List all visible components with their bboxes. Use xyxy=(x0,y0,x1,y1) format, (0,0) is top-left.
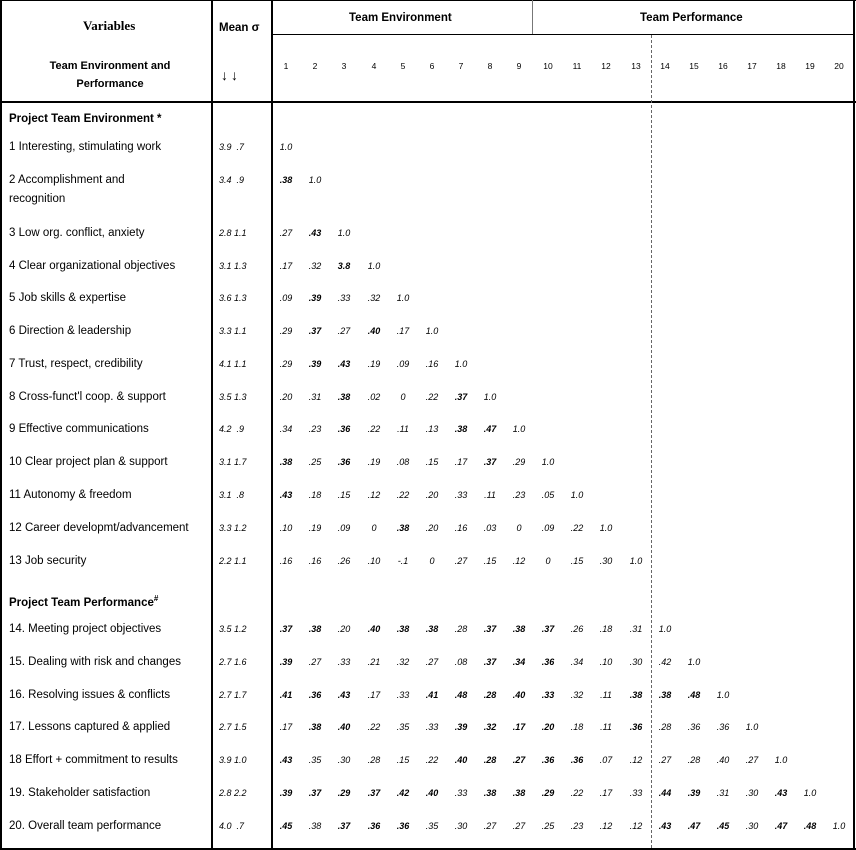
row-label: 15. Dealing with risk and changes xyxy=(9,656,181,668)
correlation-cell: .29 xyxy=(279,326,293,336)
correlation-cell: .41 xyxy=(425,690,439,700)
column-number-10: 10 xyxy=(543,61,553,71)
row-label: 4 Clear organizational objectives xyxy=(9,260,176,272)
section-perf-text: Project Team Performance xyxy=(9,596,154,609)
correlation-cell: .32 xyxy=(396,657,410,667)
row-label: 7 Trust, respect, credibility xyxy=(9,358,143,370)
column-number-12: 12 xyxy=(601,61,611,71)
correlation-cell: .43 xyxy=(774,788,788,798)
correlation-cell: .36 xyxy=(541,657,555,667)
correlation-cell: .28 xyxy=(454,624,468,634)
row-label: 18 Effort + commitment to results xyxy=(9,754,178,766)
correlation-cell: .29 xyxy=(279,359,293,369)
section-env-label: Project Team Environment * xyxy=(9,113,162,125)
column-number-9: 9 xyxy=(516,61,522,71)
correlation-cell: .34 xyxy=(570,657,584,667)
row-mean-sigma: 2.7 1.7 xyxy=(219,690,247,700)
correlation-cell: .19 xyxy=(367,457,381,467)
column-number-5: 5 xyxy=(400,61,406,71)
correlation-cell: .38 xyxy=(454,424,468,434)
correlation-cell: .27 xyxy=(425,657,439,667)
correlation-cell: .18 xyxy=(599,624,613,634)
group-team-performance: Team Performance xyxy=(640,12,743,24)
correlation-cell: .19 xyxy=(367,359,381,369)
correlation-cell: .39 xyxy=(308,359,322,369)
column-number-11: 11 xyxy=(572,61,582,71)
column-number-6: 6 xyxy=(429,61,435,71)
correlation-cell: .35 xyxy=(396,722,410,732)
correlation-cell: .27 xyxy=(512,755,526,765)
correlation-cell: .43 xyxy=(658,821,672,831)
correlation-cell: 1.0 xyxy=(629,556,643,566)
correlation-cell: .15 xyxy=(483,556,497,566)
row-mean-sigma: 3.4 .9 xyxy=(219,175,245,185)
correlation-cell: 1.0 xyxy=(367,261,381,271)
correlation-cell: .43 xyxy=(279,755,293,765)
correlation-cell: .37 xyxy=(337,821,351,831)
correlation-cell: .22 xyxy=(367,722,381,732)
correlation-cell: .43 xyxy=(337,690,351,700)
row-label: 14. Meeting project objectives xyxy=(9,623,162,635)
correlation-cell: .41 xyxy=(279,690,293,700)
correlation-cell: .35 xyxy=(425,821,439,831)
down-arrows-icon: ↓↓ xyxy=(221,67,241,83)
header-rule-bottom xyxy=(0,101,856,103)
correlation-cell: .36 xyxy=(337,457,351,467)
correlation-cell: .33 xyxy=(396,690,410,700)
column-number-17: 17 xyxy=(747,61,757,71)
row-mean-sigma: 3.9 .7 xyxy=(219,142,245,152)
column-number-13: 13 xyxy=(631,61,641,71)
col-divider-mean xyxy=(211,0,213,850)
correlation-cell: .21 xyxy=(367,657,381,667)
correlation-cell: 0 xyxy=(400,392,406,402)
correlation-cell: 1.0 xyxy=(658,624,672,634)
section-perf-mark: # xyxy=(153,594,159,603)
correlation-cell: .23 xyxy=(512,490,526,500)
row-mean-sigma: 3.3 1.2 xyxy=(219,523,247,533)
row-label: 12 Career developmt/advancement xyxy=(9,522,189,534)
correlation-cell: 1.0 xyxy=(279,142,293,152)
correlation-cell: .48 xyxy=(687,690,701,700)
correlation-cell: .16 xyxy=(425,359,439,369)
correlation-cell: -.1 xyxy=(397,556,409,566)
correlation-cell: .25 xyxy=(308,457,322,467)
correlation-cell: .27 xyxy=(279,228,293,238)
correlation-cell: .38 xyxy=(279,457,293,467)
column-number-19: 19 xyxy=(805,61,815,71)
correlation-cell: .40 xyxy=(337,722,351,732)
correlation-cell: .22 xyxy=(396,490,410,500)
correlation-cell: .38 xyxy=(512,624,526,634)
correlation-cell: 1.0 xyxy=(541,457,555,467)
correlation-cell: .30 xyxy=(745,788,759,798)
subtitle-line-1: Team Environment and xyxy=(49,60,171,72)
correlation-cell: .37 xyxy=(483,657,497,667)
correlation-cell: .48 xyxy=(454,690,468,700)
correlation-cell: .03 xyxy=(483,523,497,533)
correlation-cell: .40 xyxy=(425,788,439,798)
row-mean-sigma: 3.1 1.7 xyxy=(219,457,247,467)
correlation-cell: .20 xyxy=(425,523,439,533)
correlation-cell: .29 xyxy=(337,788,351,798)
header-rule-group xyxy=(271,34,855,35)
correlation-cell: 0 xyxy=(429,556,435,566)
table-subtitle xyxy=(10,57,210,93)
correlation-cell: .38 xyxy=(396,624,410,634)
correlation-cell: .34 xyxy=(279,424,293,434)
correlation-cell: .12 xyxy=(367,490,381,500)
correlation-cell: .11 xyxy=(600,690,612,700)
correlation-cell: .42 xyxy=(396,788,410,798)
variables-header: Variables xyxy=(83,18,136,33)
correlation-cell: .43 xyxy=(308,228,322,238)
column-number-4: 4 xyxy=(371,61,377,71)
correlation-cell: 1.0 xyxy=(716,690,730,700)
correlation-cell: .45 xyxy=(716,821,730,831)
correlation-cell: .33 xyxy=(541,690,555,700)
correlation-cell: .38 xyxy=(483,788,497,798)
correlation-cell: .36 xyxy=(629,722,643,732)
correlation-cell: .28 xyxy=(483,755,497,765)
correlation-cell: .29 xyxy=(512,457,526,467)
row-mean-sigma: 4.2 .9 xyxy=(219,424,245,434)
correlation-cell: 1.0 xyxy=(687,657,701,667)
correlation-cell: .22 xyxy=(425,755,439,765)
correlation-cell: 1.0 xyxy=(803,788,817,798)
correlation-cell: 1.0 xyxy=(483,392,497,402)
correlation-cell: .38 xyxy=(308,624,322,634)
correlation-cell: .39 xyxy=(687,788,701,798)
correlation-cell: .26 xyxy=(337,556,351,566)
header-rule-top xyxy=(0,0,856,1)
group-team-environment: Team Environment xyxy=(349,12,452,24)
correlation-cell: .22 xyxy=(367,424,381,434)
correlation-cell: .23 xyxy=(308,424,322,434)
row-label: 13 Job security xyxy=(9,555,87,567)
correlation-cell: .38 xyxy=(658,690,672,700)
row-mean-sigma: 2.7 1.5 xyxy=(219,722,247,732)
correlation-cell: .39 xyxy=(279,788,293,798)
correlation-cell: .36 xyxy=(396,821,410,831)
correlation-cell: .39 xyxy=(454,722,468,732)
column-number-20: 20 xyxy=(834,61,844,71)
subtitle-line-2: Performance xyxy=(76,78,144,90)
row-label: 16. Resolving issues & conflicts xyxy=(9,689,171,701)
correlation-cell: .08 xyxy=(396,457,410,467)
correlation-cell: .38 xyxy=(425,624,439,634)
correlation-cell: 1.0 xyxy=(832,821,846,831)
correlation-cell: .19 xyxy=(308,523,322,533)
correlation-cell: .31 xyxy=(629,624,643,634)
correlation-cell: 3.8 xyxy=(337,261,351,271)
correlation-cell: .47 xyxy=(687,821,701,831)
correlation-cell: .30 xyxy=(454,821,468,831)
column-number-7: 7 xyxy=(458,61,464,71)
correlation-cell: .39 xyxy=(279,657,293,667)
correlation-cell: .37 xyxy=(541,624,555,634)
correlation-cell: .37 xyxy=(483,624,497,634)
correlation-cell: .36 xyxy=(687,722,701,732)
row-label: 1 Interesting, stimulating work xyxy=(9,141,162,153)
correlation-cell: .33 xyxy=(337,293,351,303)
row-mean-sigma: 3.6 1.3 xyxy=(219,293,247,303)
correlation-cell: .37 xyxy=(279,624,293,634)
correlation-cell: .12 xyxy=(599,821,613,831)
column-number-8: 8 xyxy=(487,61,493,71)
correlation-cell: .15 xyxy=(570,556,584,566)
correlation-cell: .38 xyxy=(337,392,351,402)
correlation-cell: .20 xyxy=(279,392,293,402)
correlation-cell: .36 xyxy=(367,821,381,831)
correlation-cell: .38 xyxy=(629,690,643,700)
correlation-cell: .33 xyxy=(629,788,643,798)
correlation-cell: .02 xyxy=(367,392,381,402)
correlation-cell: .27 xyxy=(512,821,526,831)
correlation-cell: .47 xyxy=(774,821,788,831)
correlation-cell: .43 xyxy=(279,490,293,500)
correlation-cell: .17 xyxy=(454,457,468,467)
row-label: 19. Stakeholder satisfaction xyxy=(9,787,151,799)
correlation-cell: .22 xyxy=(570,523,584,533)
correlation-cell: .47 xyxy=(483,424,497,434)
correlation-cell: .22 xyxy=(570,788,584,798)
correlation-cell: .32 xyxy=(308,261,322,271)
column-number-14: 14 xyxy=(660,61,670,71)
correlation-cell: .30 xyxy=(629,657,643,667)
correlation-cell: .37 xyxy=(308,788,322,798)
correlation-cell: .16 xyxy=(454,523,468,533)
correlation-cell: .17 xyxy=(599,788,613,798)
correlation-cell: .30 xyxy=(599,556,613,566)
correlation-cell: .15 xyxy=(425,457,439,467)
correlation-cell: .38 xyxy=(308,821,322,831)
correlation-cell: .44 xyxy=(658,788,672,798)
correlation-cell: .05 xyxy=(541,490,555,500)
correlation-cell: .38 xyxy=(279,175,293,185)
correlation-cell: .27 xyxy=(454,556,468,566)
correlation-cell: 1.0 xyxy=(774,755,788,765)
correlation-cell: 1.0 xyxy=(570,490,584,500)
correlation-cell: .33 xyxy=(337,657,351,667)
correlation-cell: .28 xyxy=(658,722,672,732)
correlation-cell: .23 xyxy=(570,821,584,831)
correlation-cell: .33 xyxy=(425,722,439,732)
perf-divider-dashed xyxy=(651,35,652,848)
col-divider-matrix xyxy=(271,0,273,850)
correlation-cell: .32 xyxy=(367,293,381,303)
correlation-cell: .38 xyxy=(308,722,322,732)
correlation-cell: .15 xyxy=(396,755,410,765)
correlation-cell: .20 xyxy=(425,490,439,500)
correlation-cell: 1.0 xyxy=(396,293,410,303)
correlation-cell: .08 xyxy=(454,657,468,667)
correlation-cell: .17 xyxy=(396,326,410,336)
correlation-cell: .43 xyxy=(337,359,351,369)
row-label: 17. Lessons captured & applied xyxy=(9,721,171,733)
row-label: 3 Low org. conflict, anxiety xyxy=(9,227,145,239)
correlation-cell: .10 xyxy=(367,556,381,566)
row-mean-sigma: 3.1 1.3 xyxy=(219,261,247,271)
correlation-cell: .27 xyxy=(483,821,497,831)
correlation-cell: .37 xyxy=(367,788,381,798)
row-label: 11 Autonomy & freedom xyxy=(9,489,132,501)
correlation-cell: .39 xyxy=(308,293,322,303)
row-mean-sigma: 2.2 1.1 xyxy=(219,556,247,566)
correlation-cell: .33 xyxy=(454,490,468,500)
correlation-cell: .18 xyxy=(308,490,322,500)
row-mean-sigma: 2.7 1.6 xyxy=(219,657,247,667)
correlation-cell: .37 xyxy=(483,457,497,467)
correlation-cell: 1.0 xyxy=(745,722,759,732)
correlation-cell: .09 xyxy=(337,523,351,533)
correlation-cell: .12 xyxy=(629,821,643,831)
row-label-continued: recognition xyxy=(9,193,66,205)
correlation-cell: 1.0 xyxy=(337,228,351,238)
correlation-cell: .27 xyxy=(658,755,672,765)
correlation-cell: .36 xyxy=(570,755,584,765)
column-number-2: 2 xyxy=(312,61,318,71)
correlation-cell: .09 xyxy=(541,523,555,533)
column-number-1: 1 xyxy=(283,61,289,71)
correlation-cell: .40 xyxy=(512,690,526,700)
correlation-cell: .36 xyxy=(337,424,351,434)
correlation-cell: .36 xyxy=(716,722,730,732)
correlation-cell: .10 xyxy=(279,523,293,533)
correlation-cell: .28 xyxy=(367,755,381,765)
row-label: 9 Effective communications xyxy=(9,423,149,435)
correlation-cell: .37 xyxy=(308,326,322,336)
correlation-cell: 1.0 xyxy=(599,523,613,533)
row-label: 6 Direction & leadership xyxy=(9,325,132,337)
correlation-cell: .37 xyxy=(454,392,468,402)
row-mean-sigma: 3.5 1.3 xyxy=(219,392,247,402)
correlation-cell: .12 xyxy=(629,755,643,765)
correlation-cell: .36 xyxy=(541,755,555,765)
correlation-cell: .32 xyxy=(483,722,497,732)
row-mean-sigma: 3.3 1.1 xyxy=(219,326,247,336)
correlation-cell: .45 xyxy=(279,821,293,831)
correlation-cell: .15 xyxy=(337,490,351,500)
correlation-cell: .17 xyxy=(279,722,293,732)
correlation-cell: .38 xyxy=(512,788,526,798)
correlation-cell: .34 xyxy=(512,657,526,667)
correlation-cell: .16 xyxy=(279,556,293,566)
correlation-cell: .42 xyxy=(658,657,672,667)
row-label: 5 Job skills & expertise xyxy=(9,292,126,304)
row-label: 2 Accomplishment and xyxy=(9,174,125,186)
column-number-3: 3 xyxy=(341,61,347,71)
correlation-cell: .40 xyxy=(454,755,468,765)
correlation-cell: .35 xyxy=(308,755,322,765)
correlation-cell: .36 xyxy=(308,690,322,700)
correlation-cell: .28 xyxy=(687,755,701,765)
correlation-cell: .33 xyxy=(454,788,468,798)
group-divider xyxy=(532,0,533,34)
mean-sigma-header: Mean σ xyxy=(219,22,260,34)
correlation-cell: 0 xyxy=(371,523,377,533)
correlation-cell: .31 xyxy=(308,392,322,402)
correlation-cell: .11 xyxy=(397,424,409,434)
correlation-cell: .27 xyxy=(308,657,322,667)
row-mean-sigma: 4.1 1.1 xyxy=(219,359,247,369)
border-left xyxy=(0,0,2,850)
correlation-cell: .32 xyxy=(570,690,584,700)
column-number-16: 16 xyxy=(718,61,728,71)
correlation-cell: .25 xyxy=(541,821,555,831)
correlation-cell: .29 xyxy=(541,788,555,798)
correlation-cell: 0 xyxy=(545,556,551,566)
correlation-cell: .30 xyxy=(337,755,351,765)
correlation-cell: .11 xyxy=(600,722,612,732)
correlation-cell: .26 xyxy=(570,624,584,634)
correlation-cell: .17 xyxy=(367,690,381,700)
correlation-cell: .27 xyxy=(745,755,759,765)
correlation-cell: .17 xyxy=(512,722,526,732)
correlation-cell: .40 xyxy=(367,326,381,336)
correlation-cell: 1.0 xyxy=(454,359,468,369)
row-mean-sigma: 3.1 .8 xyxy=(219,490,245,500)
column-number-18: 18 xyxy=(776,61,786,71)
correlation-cell: .17 xyxy=(279,261,293,271)
correlation-cell: .31 xyxy=(716,788,730,798)
correlation-cell: .20 xyxy=(541,722,555,732)
border-right xyxy=(853,0,855,850)
correlation-cell: .20 xyxy=(337,624,351,634)
column-number-15: 15 xyxy=(689,61,699,71)
correlation-cell: .09 xyxy=(279,293,293,303)
correlation-cell: .38 xyxy=(396,523,410,533)
row-label: 10 Clear project plan & support xyxy=(9,456,168,468)
section-perf-label xyxy=(9,594,158,609)
row-mean-sigma: 3.5 1.2 xyxy=(219,624,247,634)
correlation-cell: .40 xyxy=(716,755,730,765)
correlation-cell: .07 xyxy=(599,755,613,765)
correlation-cell: .48 xyxy=(803,821,817,831)
correlation-cell: .13 xyxy=(425,424,439,434)
correlation-cell: .40 xyxy=(367,624,381,634)
correlation-cell: .09 xyxy=(396,359,410,369)
row-label: 8 Cross-funct'l coop. & support xyxy=(9,391,166,403)
row-mean-sigma: 3.9 1.0 xyxy=(219,755,247,765)
row-label: 20. Overall team performance xyxy=(9,820,162,832)
correlation-cell: 1.0 xyxy=(425,326,439,336)
correlation-cell: .16 xyxy=(308,556,322,566)
correlation-cell: .27 xyxy=(337,326,351,336)
correlation-cell: .11 xyxy=(484,490,496,500)
correlation-cell: .30 xyxy=(745,821,759,831)
row-mean-sigma: 4.0 .7 xyxy=(219,821,245,831)
correlation-cell: 0 xyxy=(516,523,522,533)
correlation-cell: 1.0 xyxy=(512,424,526,434)
row-mean-sigma: 2.8 2.2 xyxy=(219,788,247,798)
correlation-cell: .18 xyxy=(570,722,584,732)
correlation-cell: 1.0 xyxy=(308,175,322,185)
row-mean-sigma: 2.8 1.1 xyxy=(219,228,247,238)
correlation-cell: .28 xyxy=(483,690,497,700)
correlation-cell: .12 xyxy=(512,556,526,566)
correlation-cell: .22 xyxy=(425,392,439,402)
correlation-cell: .10 xyxy=(599,657,613,667)
